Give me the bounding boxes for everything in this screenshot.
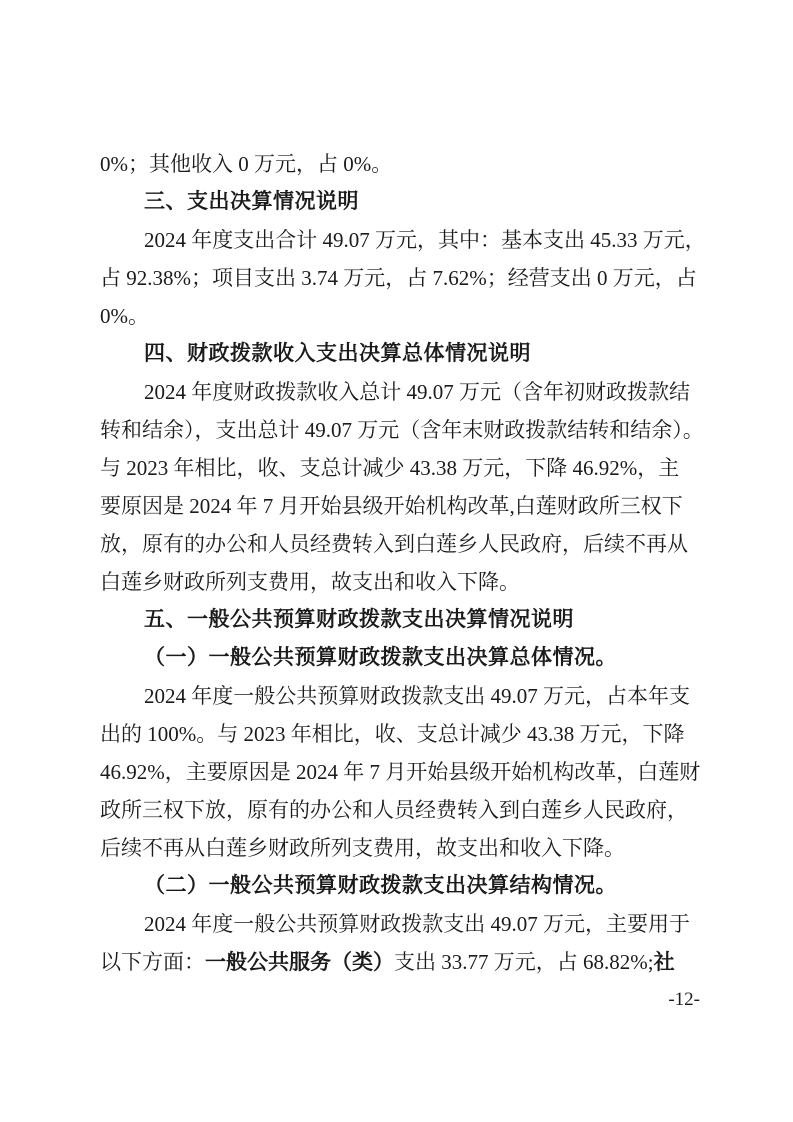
bold-category-text: 一般公共服务（类） [205, 951, 394, 974]
body-line: 出的 100%。与 2023 年相比，收、支总计减少 43.38 万元，下降 [100, 722, 685, 746]
heading-section-4: 四、财政拨款收入支出决算总体情况说明 [144, 342, 531, 365]
body-line: 后续不再从白莲乡财政所列支费用，故支出和收入下降。 [100, 836, 625, 860]
body-line-mixed [100, 943, 700, 981]
heading-section-5: 五、一般公共预算财政拨款支出决算情况说明 [144, 608, 574, 631]
body-line: 政所三权下放，原有的办公和人员经费转入到白莲乡人民政府， [100, 798, 688, 822]
body-line: 0%。 [100, 304, 149, 328]
body-line: 2024 年度一般公共预算财政拨款支出 49.07 万元，主要用于 [144, 912, 690, 936]
body-line: 转和结余），支出总计 49.07 万元（含年末财政拨款结转和结余）。 [100, 418, 704, 442]
body-line: 2024 年度一般公共预算财政拨款支出 49.07 万元，占本年支 [144, 684, 690, 708]
body-line: 46.92%，主要原因是 2024 年 7 月开始县级开始机构改革，白莲财 [100, 760, 701, 784]
body-text: 以下方面： [100, 950, 205, 974]
body-line: 2024 年度支出合计 49.07 万元，其中：基本支出 45.33 万元， [144, 228, 706, 252]
document-body [100, 145, 706, 1019]
body-line: 0%；其他收入 0 万元，占 0%。 [100, 152, 393, 176]
body-line: 2024 年度财政拨款收入总计 49.07 万元（含年初财政拨款结 [144, 380, 690, 404]
heading-section-3: 三、支出决算情况说明 [144, 190, 359, 213]
body-text: 支出 33.77 万元，占 68.82%; [394, 950, 654, 974]
subheading-5-2: （二）一般公共预算财政拨款支出决算结构情况。 [144, 874, 617, 897]
page-number: -12- [668, 989, 700, 1010]
subheading-5-1: （一）一般公共预算财政拨款支出决算总体情况。 [144, 646, 617, 669]
body-line: 放，原有的办公和人员经费转入到白莲乡人民政府，后续不再从 [100, 532, 688, 556]
bold-category-text: 社 [653, 951, 675, 974]
body-line: 要原因是 2024 年 7 月开始县级开始机构改革,白莲财政所三权下 [100, 494, 683, 518]
body-line: 白莲乡财政所列支费用，故支出和收入下降。 [100, 570, 520, 594]
body-line: 与 2023 年相比，收、支总计减少 43.38 万元，下降 46.92%，主 [100, 456, 680, 480]
body-line: 占 92.38%；项目支出 3.74 万元，占 7.62%；经营支出 0 万元，占 [100, 266, 697, 290]
